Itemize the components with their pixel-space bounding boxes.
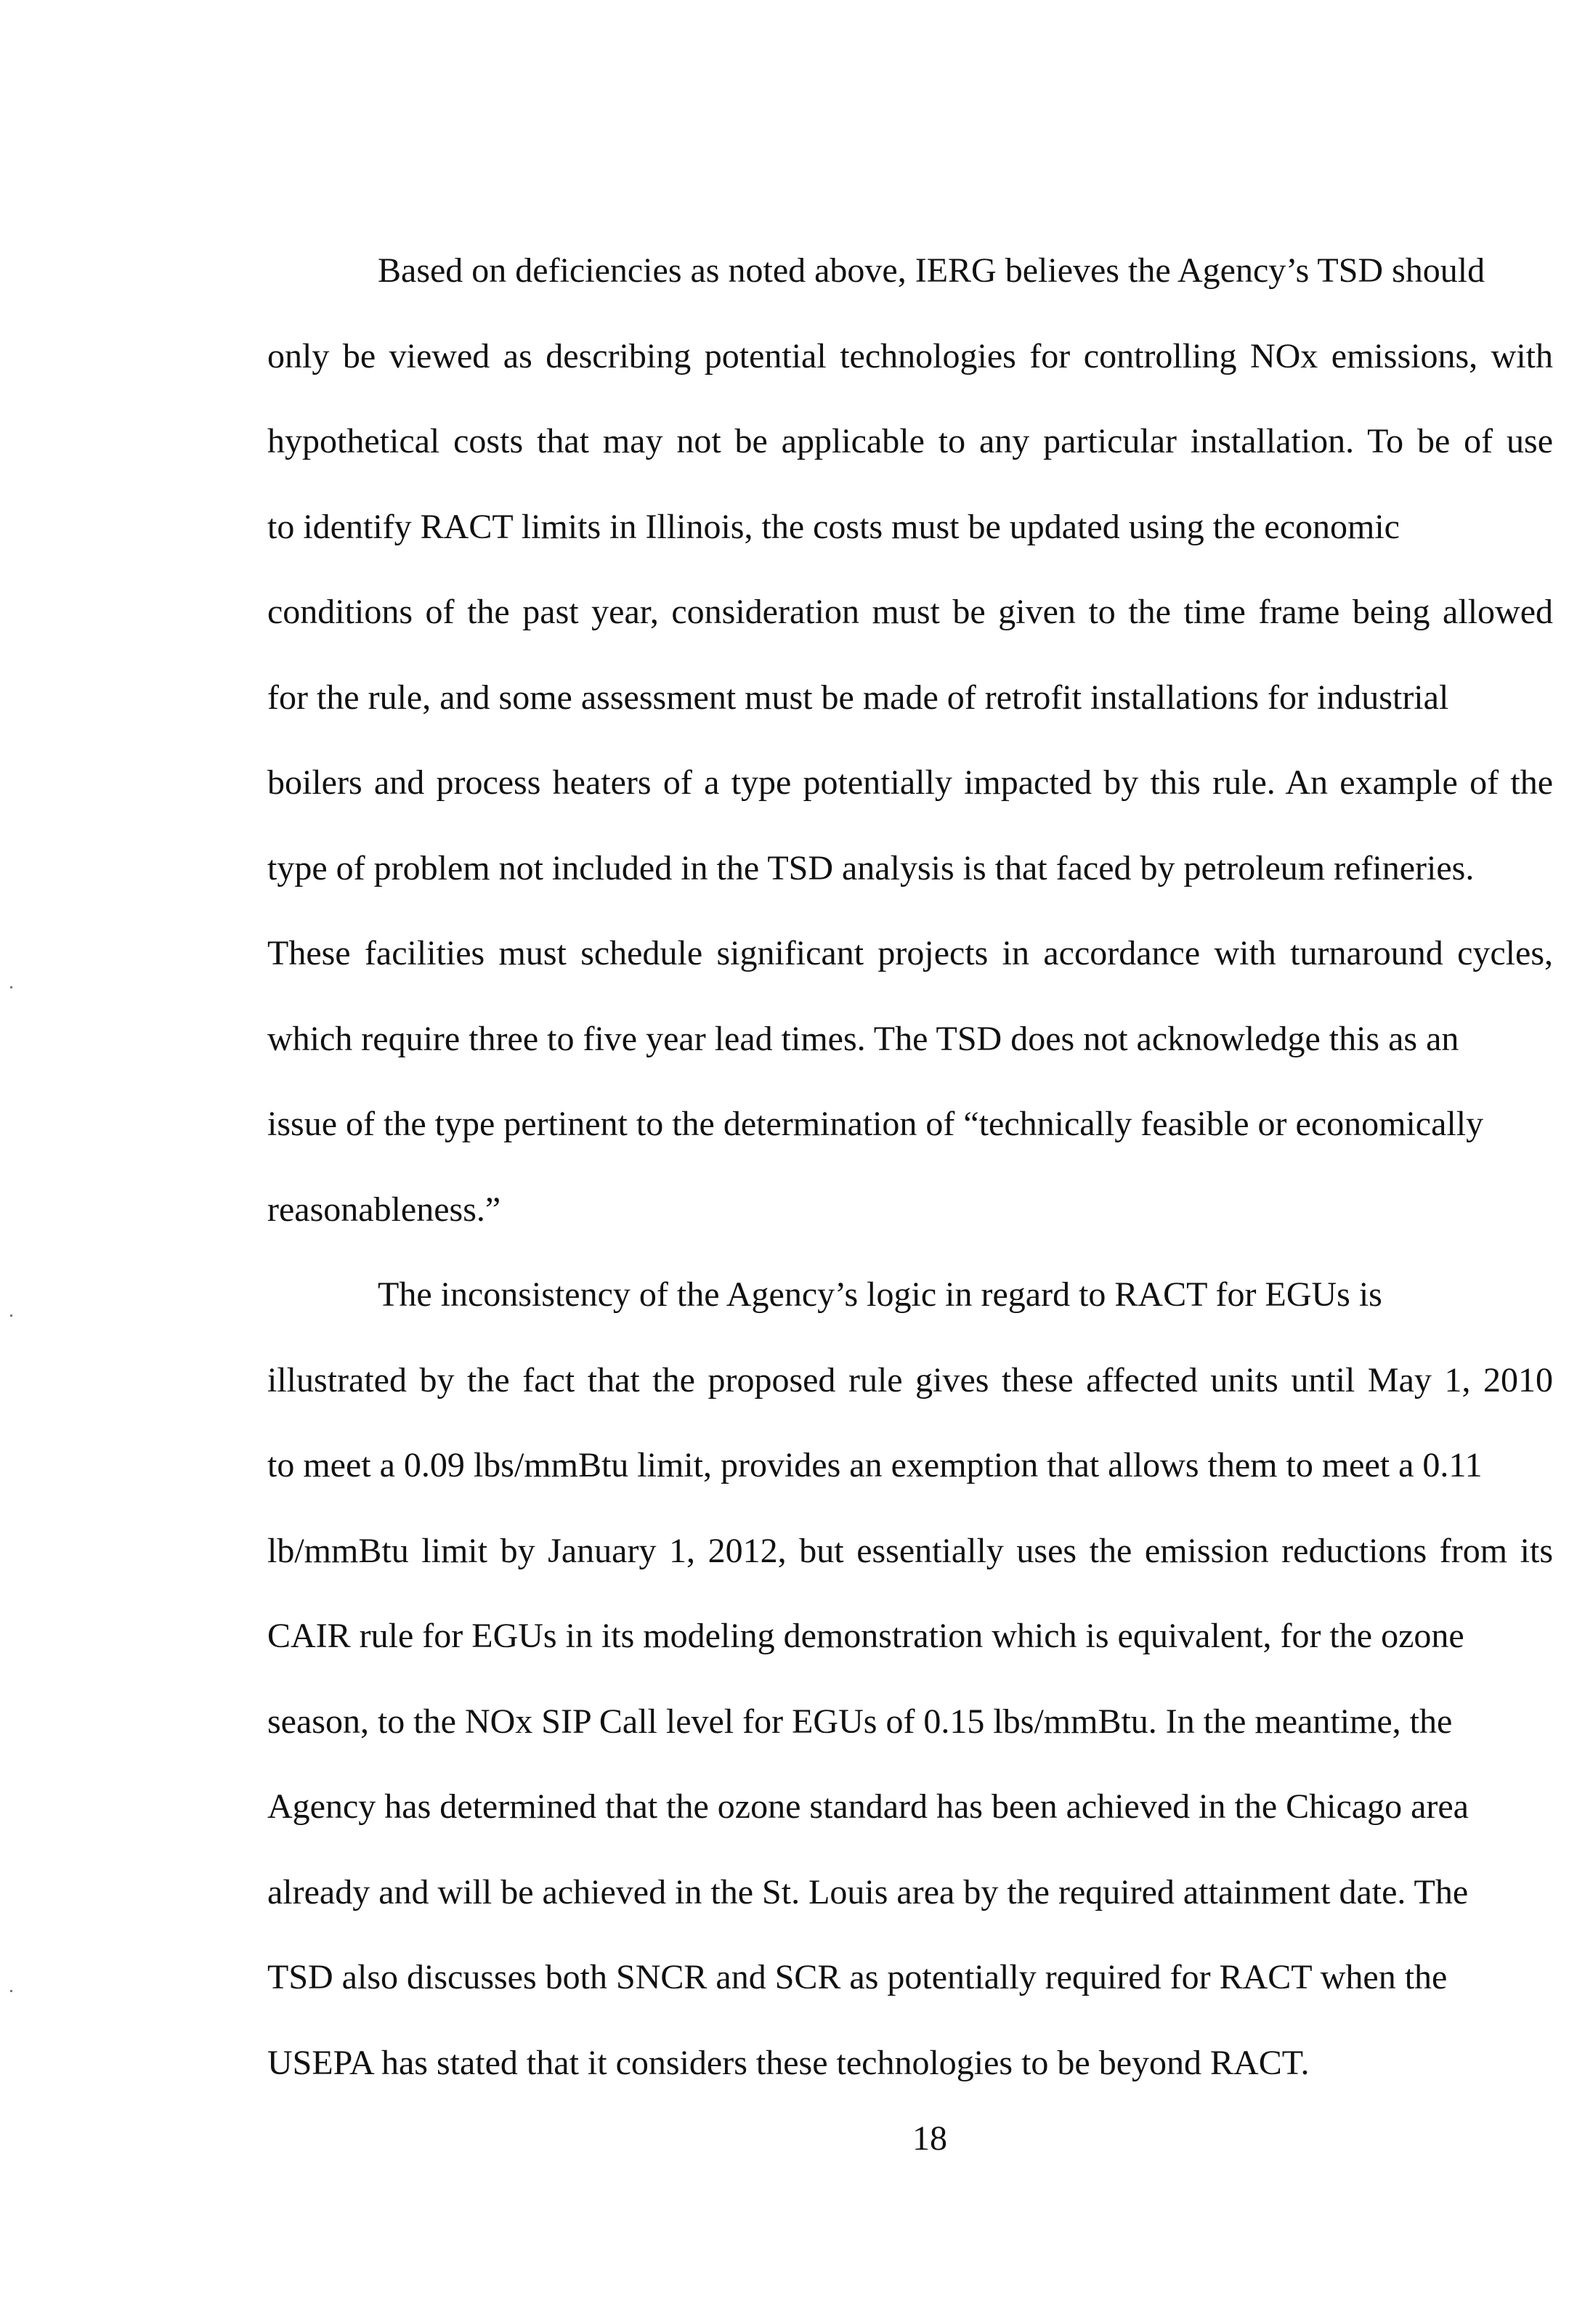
paragraph-2-line-5: CAIR rule for EGUs in its modeling demonstration which is equivalent, for the ozone: [267, 1617, 1464, 1655]
scan-speck: [10, 1315, 12, 1317]
paragraph-1-line-7: boilers and process heaters of a type potentially impacted by this rule. An example of the: [267, 763, 1553, 802]
paragraph-2-line-8: already and will be achieved in the St. Louis area by the required attainment date. The: [267, 1872, 1469, 1911]
paragraph-2-line-7: Agency has determined that the ozone standard has been achieved in the Chicago area: [267, 1787, 1469, 1826]
scan-speck: [10, 986, 12, 988]
paragraph-1-line-1: Based on deficiencies as noted above, IERG believes the Agency’s TSD should: [378, 251, 1485, 290]
paragraph-2-line-3: to meet a 0.09 lbs/mmBtu limit, provides an exemption that allows them to meet a 0.11: [267, 1446, 1483, 1484]
paragraph-2-line-10: USEPA has stated that it considers these technologies to be beyond RACT.: [267, 2043, 1310, 2082]
paragraph-1-line-4: to identify RACT limits in Illinois, the costs must be updated using the economic: [267, 507, 1400, 546]
paragraph-2-line-9: TSD also discusses both SNCR and SCR as potentially required for RACT when the: [267, 1958, 1448, 1996]
paragraph-1-line-2: only be viewed as describing potential technologies for controlling NOx emissions, with: [267, 336, 1553, 375]
paragraph-1-line-8: type of problem not included in the TSD analysis is that faced by petroleum refineries.: [267, 848, 1475, 887]
scan-speck: [10, 1990, 12, 1992]
document-body: [267, 228, 1553, 2105]
paragraph-1-line-12: reasonableness.”: [267, 1190, 501, 1229]
paragraph-2-line-2: illustrated by the fact that the proposed rule gives these affected units until May 1, 2010: [267, 1360, 1553, 1399]
paragraph-1-line-9: These facilities must schedule significant projects in accordance with turnaround cycles,: [267, 934, 1553, 972]
paragraph-1-line-10: which require three to five year lead times. The TSD does not acknowledge this as an: [267, 1019, 1459, 1058]
page-number: 18: [912, 2119, 947, 2158]
paragraph-1-line-11: issue of the type pertinent to the determination of “technically feasible or economically: [267, 1105, 1484, 1143]
paragraph-2-line-4: lb/mmBtu limit by January 1, 2012, but essentially uses the emission reductions from its: [267, 1531, 1553, 1570]
paragraph-1-line-5: conditions of the past year, consideration must be given to the time frame being allowed: [267, 593, 1553, 631]
paragraph-2-line-1: The inconsistency of the Agency’s logic in regard to RACT for EGUs is: [378, 1275, 1382, 1314]
paragraph-2-line-6: season, to the NOx SIP Call level for EGUs of 0.15 lbs/mmBtu. In the meantime, the: [267, 1702, 1453, 1741]
paragraph-1-line-3: hypothetical costs that may not be applicable to any particular installation. To be of use: [267, 422, 1553, 460]
paragraph-1-line-6: for the rule, and some assessment must be made of retrofit installations for industrial: [267, 678, 1449, 717]
